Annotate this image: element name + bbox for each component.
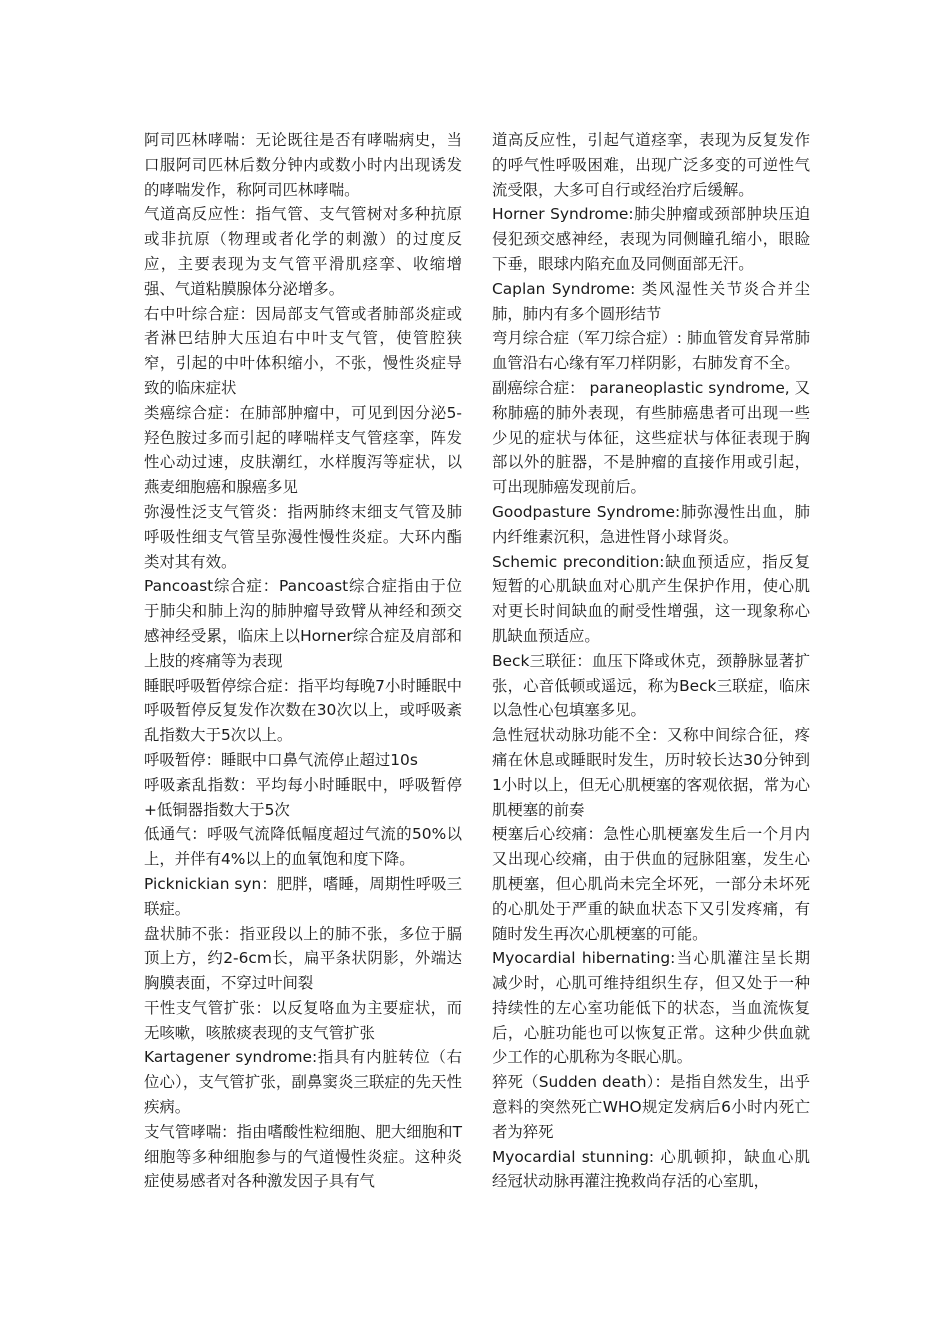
entry-caplan-syndrome: Caplan Syndrome: 类风湿性关节炎合并尘肺，肺内有多个圆形结节 (492, 279, 810, 323)
entry-pickwickian-syndrome: Picknickian syn：肥胖，嗜睡，周期性呼吸三联症。 (144, 874, 462, 918)
entry-dry-bronchiectasis: 干性支气管扩张：以反复咯血为主要症状，而无咳嗽，咳脓痰表现的支气管扩张 (144, 998, 462, 1042)
right-text-column (492, 128, 810, 1194)
entry-bronchial-asthma: 支气管哮喘：指由嗜酸性粒细胞、肥大细胞和T细胞等多种细胞参与的气道慢性炎症。这种炎症使易感者对各种激发因子具有气 (144, 1122, 462, 1191)
entry-paraneoplastic-syndrome: 副癌综合症： paraneoplastic syndrome, 又称肺癌的肺外表现，有些肺癌患者可出现一些少见的症状与体征，这些症状与体征表现于胸部以外的脏器，不是肿瘤的直接作用或引起，可出现肺癌发现前后。 (492, 378, 810, 497)
entry-beck-triad: Beck三联征：血压下降或休克，颈静脉显著扩张，心音低顿或遥远，称为Beck三联症，临床以急性心包填塞多见。 (492, 651, 810, 720)
entry-aspirin-asthma: 阿司匹林哮喘：无论既往是否有哮喘病史，当口服阿司匹林后数分钟内或数小时内出现诱发的哮喘发作，称阿司匹林哮喘。 (144, 131, 462, 199)
entry-sudden-death: 猝死（Sudden death）：是指自然发生，出乎意料的突然死亡WHO规定发病后6小时内死亡者为猝死 (492, 1073, 810, 1141)
entry-respiratory-disturbance-index: 呼吸紊乱指数：平均每小时睡眠中，呼吸暂停+低铜器指数大于5次 (144, 775, 462, 819)
entry-myocardial-hibernating: Myocardial hibernating:当心肌灌注呈长期减少时，心肌可维持组织生存，但又处于一种持续性的左心室功能低下的状态，当血流恢复后，心脏功能也可以恢复正常。这种少供血就少工作的心肌称为冬眠心肌。 (492, 949, 810, 1067)
left-text-column (144, 128, 462, 1194)
entry-apnea: 呼吸暂停：睡眠中口鼻气流停止超过10s (144, 750, 418, 769)
entry-right-middle-lobe-syndrome: 右中叶综合症：因局部支气管或者肺部炎症或者淋巴结肿大压迫右中叶支气管，使管腔狭窄，引起的中叶体积缩小，不张，慢性炎症导致的临床症状 (144, 304, 462, 397)
entry-diffuse-panbronchiolitis: 弥漫性泛支气管炎：指两肺终末细支气管及肺呼吸性细支气管呈弥漫性慢性炎症。大环内酯类对其有效。 (144, 502, 462, 571)
entry-bronchial-asthma-continued: 道高反应性，引起气道痉挛，表现为反复发作的呼气性呼吸困难，出现广泛多变的可逆性气流受限，大多可自行或经治疗后缓解。 (492, 131, 810, 199)
entry-scimitar-syndrome: 弯月综合症（军刀综合症）: 肺血管发育异常肺血管沿右心缘有军刀样阴影，右肺发育不全。 (492, 329, 810, 373)
entry-carcinoid-syndrome: 类癌综合症：在肺部肿瘤中，可见到因分泌5-羟色胺过多而引起的哮喘样支气管痉挛，阵发性心动过速，皮肤潮红，水样腹泻等症状，以燕麦细胞癌和腺癌多见 (144, 403, 462, 497)
entry-ischemic-preconditioning: Schemic precondition:缺血预适应，指反复短暂的心肌缺血对心肌产生保护作用，使心肌对更长时间缺血的耐受性增强，这一现象称心肌缺血预适应。 (492, 552, 810, 645)
entry-postinfarction-angina: 梗塞后心绞痛：急性心肌梗塞发生后一个月内又出现心绞痛，由于供血的冠脉阻塞，发生心肌梗塞，但心肌尚未完全坏死，一部分未坏死的心肌处于严重的缺血状态下又引发疼痛，有随时发生再次心肌梗塞的可能。 (492, 825, 810, 943)
entry-acute-coronary-insufficiency: 急性冠状动脉功能不全：又称中间综合征，疼痛在休息或睡眠时发生，历时较长达30分钟到1小时以上，但无心肌梗塞的客观依据，常为心肌梗塞的前奏 (492, 726, 810, 819)
entry-sleep-apnea-syndrome: 睡眠呼吸暂停综合症：指平均每晚7小时睡眠中呼吸暂停反复发作次数在30次以上，或呼吸紊乱指数大于5次以上。 (144, 676, 462, 745)
entry-hypopnea: 低通气：呼吸气流降低幅度超过气流的50%以上，并伴有4%以上的血氧饱和度下降。 (144, 825, 462, 869)
entry-airway-hyperresponsiveness: 气道高反应性：指气管、支气管树对多种抗原或非抗原（物理或者化学的刺激）的过度反应，主要表现为支气管平滑肌痉挛、收缩增强、气道粘膜腺体分泌增多。 (144, 205, 462, 298)
entry-pancoast-syndrome: Pancoast综合症：Pancoast综合症指由于位于肺尖和肺上沟的肺肿瘤导致臂从神经和颈交感神经受累，临床上以Horner综合症及肩部和上肢的疼痛等为表现 (144, 577, 462, 670)
entry-kartagener-syndrome: Kartagener syndrome:指具有内脏转位（右位心），支气管扩张，副鼻窦炎三联症的先天性疾病。 (144, 1048, 462, 1117)
entry-myocardial-stunning: Myocardial stunning: 心肌顿抑，缺血心肌经冠状动脉再灌注挽救尚存活的心室肌， (492, 1147, 810, 1191)
entry-discoid-atelectasis: 盘状肺不张：指亚段以上的肺不张，多位于膈顶上方，约2-6cm长，扁平条状阴影，外端达胸膜表面，不穿过叶间裂 (144, 924, 462, 993)
entry-goodpasture-syndrome: Goodpasture Syndrome:肺弥漫性出血，肺内纤维素沉积，急进性肾小球肾炎。 (492, 502, 810, 546)
entry-horner-syndrome: Horner Syndrome:肺尖肿瘤或颈部肿块压迫侵犯颈交感神经，表现为同侧瞳孔缩小，眼睑下垂，眼球内陷充血及同侧面部无汗。 (492, 205, 810, 273)
